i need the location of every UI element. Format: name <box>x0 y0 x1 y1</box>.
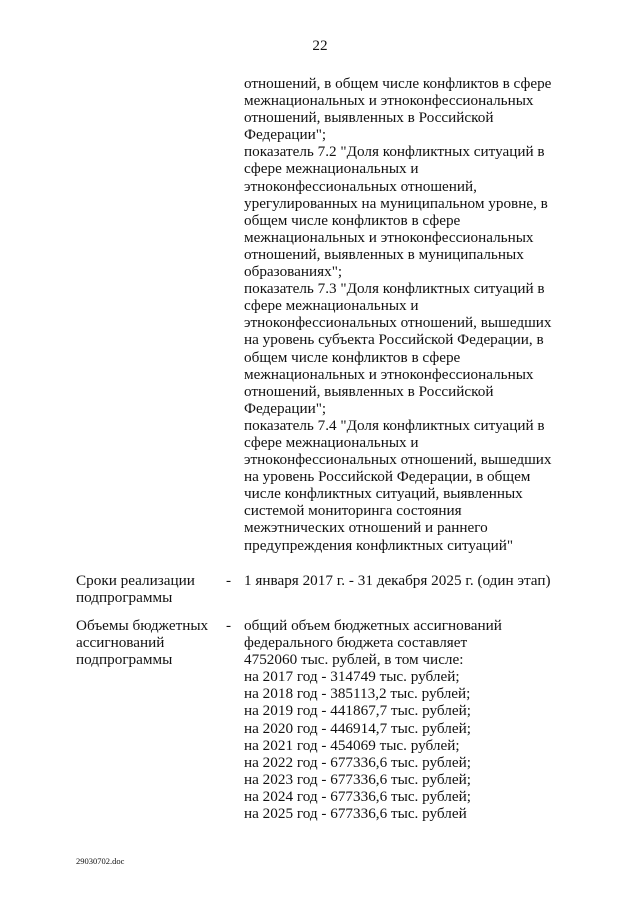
text-line: показатель 7.2 "Доля конфликтных ситуаций в <box>244 143 545 161</box>
file-name-footer: 29030702.doc <box>76 856 125 866</box>
label-line: Объемы бюджетных <box>76 617 209 634</box>
page-number: 22 <box>312 37 328 54</box>
text-line: отношений, выявленных в муниципальных <box>244 245 524 263</box>
text-line: общем числе конфликтов в сфере <box>244 211 461 229</box>
text-line: сфере межнациональных и <box>244 297 419 315</box>
text-line: на уровень Российской Федерации, в общем <box>244 468 531 486</box>
budget-year-line: на 2018 год - 385113,2 тыс. рублей; <box>244 685 471 703</box>
text-line: этноконфессиональных отношений, вышедших <box>244 314 552 332</box>
text-line: сфере межнациональных и <box>244 433 419 451</box>
label-line: Сроки реализации <box>76 572 195 589</box>
budget-year-line: на 2025 год - 677336,6 тыс. рублей <box>244 805 467 823</box>
timeline-label <box>76 572 226 606</box>
text-line: Федерации"; <box>244 399 327 417</box>
text-line: общем числе конфликтов в сфере <box>244 348 461 366</box>
text-line: этноконфессиональных отношений, вышедших <box>244 451 552 469</box>
budget-year-line: на 2020 год - 446914,7 тыс. рублей; <box>244 719 471 737</box>
text-line: этноконфессиональных отношений, <box>244 177 477 195</box>
text-line: урегулированных на муниципальном уровне, в <box>244 194 548 212</box>
text-line: отношений, в общем числе конфликтов в сфере <box>244 75 552 92</box>
budget-label <box>76 617 226 668</box>
label-line: подпрограммы <box>76 651 173 669</box>
budget-year-line: на 2024 год - 677336,6 тыс. рублей; <box>244 787 471 805</box>
text-line: межнациональных и этноконфессиональных <box>244 92 534 110</box>
text-line: федерального бюджета составляет <box>244 634 468 652</box>
budget-dash: - <box>226 617 232 634</box>
text-line: образованиях"; <box>244 263 343 281</box>
text-line: межнациональных и этноконфессиональных <box>244 365 534 383</box>
text-line: отношений, выявленных в Российской <box>244 382 494 400</box>
text-line: межнациональных и этноконфессиональных <box>244 228 534 246</box>
text-line: общий объем бюджетных ассигнований <box>244 617 502 634</box>
text-line: 1 января 2017 г. - 31 декабря 2025 г. (один этап) <box>244 572 551 589</box>
timeline-dash: - <box>226 572 232 589</box>
indicators-continuation-text <box>244 75 574 554</box>
text-line: сфере межнациональных и <box>244 160 419 178</box>
text-line: показатель 7.4 "Доля конфликтных ситуаций в <box>244 416 545 434</box>
label-line: подпрограммы <box>76 589 173 607</box>
budget-year-line: на 2022 год - 677336,6 тыс. рублей; <box>244 753 471 771</box>
text-line: 4752060 тыс. рублей, в том числе: <box>244 651 464 669</box>
budget-value <box>244 617 574 822</box>
budget-year-line: на 2017 год - 314749 тыс. рублей; <box>244 668 460 686</box>
label-line: ассигнований <box>76 634 165 652</box>
text-line: показатель 7.3 "Доля конфликтных ситуаций в <box>244 280 545 298</box>
budget-year-line: на 2021 год - 454069 тыс. рублей; <box>244 736 460 754</box>
budget-year-line: на 2019 год - 441867,7 тыс. рублей; <box>244 702 471 720</box>
timeline-value <box>244 572 574 589</box>
text-line: предупреждения конфликтных ситуаций" <box>244 536 514 554</box>
text-line: Федерации"; <box>244 126 327 144</box>
text-line: межэтнических отношений и раннего <box>244 519 488 537</box>
text-line: отношений, выявленных в Российской <box>244 109 494 127</box>
text-line: на уровень субъекта Российской Федерации, в <box>244 331 544 349</box>
budget-year-line: на 2023 год - 677336,6 тыс. рублей; <box>244 770 471 788</box>
text-line: числе конфликтных ситуаций, выявленных <box>244 485 523 503</box>
text-line: системой мониторинга состояния <box>244 502 462 520</box>
